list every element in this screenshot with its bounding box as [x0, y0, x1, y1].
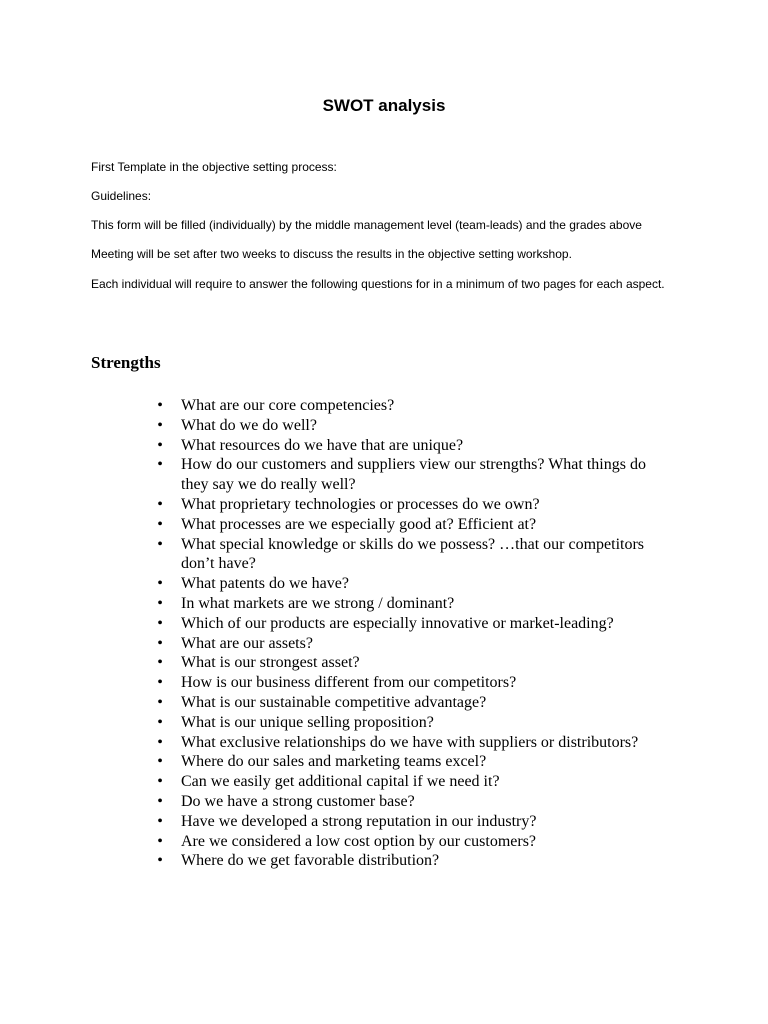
- list-item: [154, 733, 654, 753]
- bullet-icon: •: [157, 594, 163, 612]
- bullet-icon: •: [157, 654, 163, 672]
- question-text: What is our strongest asset?: [181, 654, 360, 672]
- question-text: What processes are we especially good at? Efficient at?: [181, 515, 537, 533]
- question-text: Are we considered a low cost option by our customers?: [181, 832, 537, 850]
- strengths-heading: Strengths: [91, 353, 161, 372]
- bullet-icon: •: [157, 832, 163, 850]
- list-item: [154, 653, 654, 673]
- bullet-icon: •: [157, 456, 163, 474]
- bullet-icon: •: [157, 436, 163, 454]
- intro-guidelines-label: Guidelines:: [91, 189, 152, 203]
- question-text: What is our unique selling proposition?: [181, 713, 434, 731]
- bullet-icon: •: [157, 733, 163, 751]
- list-item: [154, 792, 654, 812]
- list-item: [154, 455, 654, 495]
- bullet-icon: •: [157, 852, 163, 870]
- page-title: SWOT analysis: [322, 96, 446, 115]
- bullet-icon: •: [157, 792, 163, 810]
- question-text: Do we have a strong customer base?: [181, 792, 415, 810]
- question-text: What proprietary technologies or processes do we own?: [181, 495, 540, 513]
- list-item: [154, 574, 654, 594]
- list-item: [154, 535, 654, 575]
- question-text: Which of our products are especially innovative or market-leading?: [181, 614, 614, 632]
- intro-answer-guideline: Each individual will require to answer the following questions for in a minimum of two pages for each aspect.: [91, 277, 665, 291]
- question-text: What patents do we have?: [181, 575, 349, 593]
- question-text: How is our business different from our competitors?: [181, 674, 517, 692]
- list-item: [154, 693, 654, 713]
- question-text: What are our core competencies?: [181, 397, 395, 414]
- list-item: [154, 495, 654, 515]
- list-item: [154, 594, 654, 614]
- bullet-icon: •: [157, 416, 163, 434]
- list-item: [154, 851, 654, 871]
- list-item: [154, 812, 654, 832]
- list-item: [154, 515, 654, 535]
- list-item: [154, 416, 654, 436]
- list-item: [154, 436, 654, 456]
- bullet-icon: •: [157, 634, 163, 652]
- question-text: What resources do we have that are unique?: [181, 436, 464, 454]
- bullet-icon: •: [157, 515, 163, 533]
- list-item: [154, 673, 654, 693]
- bullet-icon: •: [157, 397, 163, 414]
- bullet-icon: •: [157, 614, 163, 632]
- list-item: [154, 772, 654, 792]
- list-item: [154, 832, 654, 852]
- question-text: What is our sustainable competitive advantage?: [181, 693, 487, 711]
- list-item: [154, 713, 654, 733]
- question-text: Where do we get favorable distribution?: [181, 852, 440, 870]
- question-text: Where do our sales and marketing teams excel?: [181, 753, 487, 771]
- bullet-icon: •: [157, 535, 163, 553]
- question-text: What special knowledge or skills do we possess? …that our competitors don’t have?: [181, 535, 645, 573]
- list-item: [154, 752, 654, 772]
- bullet-icon: •: [157, 812, 163, 830]
- list-item: [154, 396, 654, 416]
- bullet-icon: •: [157, 495, 163, 513]
- intro-meeting-guideline: Meeting will be set after two weeks to discuss the results in the objective setting workshop.: [91, 247, 572, 261]
- bullet-icon: •: [157, 674, 163, 692]
- strengths-question-list: [154, 396, 654, 871]
- list-item: [154, 614, 654, 634]
- bullet-icon: •: [157, 575, 163, 593]
- list-item: [154, 634, 654, 654]
- question-text: What exclusive relationships do we have with suppliers or distributors?: [181, 733, 639, 751]
- intro-template-line: First Template in the objective setting process:: [91, 160, 337, 174]
- question-text: What do we do well?: [181, 416, 317, 434]
- intro-form-guideline: This form will be filled (individually) by the middle management level (team-leads) and the grades above: [91, 218, 642, 232]
- question-text: In what markets are we strong / dominant?: [181, 594, 455, 612]
- question-text: Have we developed a strong reputation in our industry?: [181, 812, 537, 830]
- bullet-icon: •: [157, 773, 163, 791]
- question-text: Can we easily get additional capital if we need it?: [181, 773, 500, 791]
- question-text: What are our assets?: [181, 634, 313, 652]
- bullet-icon: •: [157, 713, 163, 731]
- bullet-icon: •: [157, 753, 163, 771]
- question-text: How do our customers and suppliers view our strengths? What things do they say we do really well?: [181, 456, 646, 494]
- bullet-icon: •: [157, 693, 163, 711]
